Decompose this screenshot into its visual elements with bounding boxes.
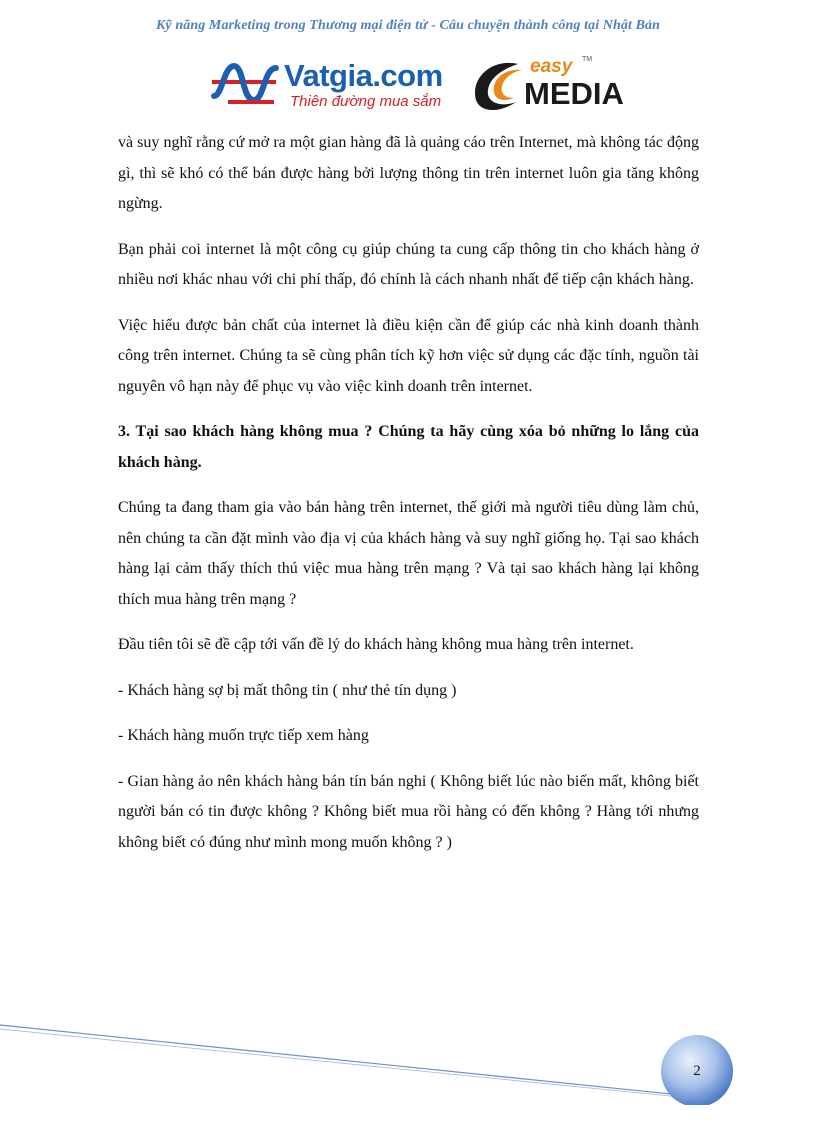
- paragraph: Bạn phải coi internet là một công cụ giúp chúng ta cung cấp thông tin cho khách hàng ở nhiều nơi khác nhau với chi phí thấp, đó chính là cách nhanh nhất để tiếp cận khách hàng.: [118, 240, 699, 288]
- vatgia-wave-icon: [206, 56, 286, 116]
- page-number: 2: [693, 1063, 701, 1079]
- paragraph: Đầu tiên tôi sẽ đề cập tới vấn đề lý do khách hàng không mua hàng trên internet.: [118, 636, 634, 653]
- paragraph: Việc hiểu được bản chất của internet là điều kiện cần để giúp các nhà kinh doanh thành công trên internet. Chúng ta sẽ cùng phân tích kỹ hơn việc sử dụng các đặc tính, nguồn tài nguyên vô hạn này để phục vụ vào việc kinh doanh trên internet.: [118, 316, 699, 395]
- section-heading: 3. Tại sao khách hàng không mua ? Chúng ta hãy cùng xóa bỏ những lo lắng của khách hàng.: [118, 423, 699, 471]
- list-item: - Khách hàng muốn trực tiếp xem hàng: [118, 727, 369, 744]
- header-title: Kỹ năng Marketing trong Thương mại điện tử - Câu chuyện thành công tại Nhật Bản: [155, 18, 661, 33]
- list-item: - Khách hàng sợ bị mất thông tin ( như thẻ tín dụng ): [118, 681, 457, 699]
- easy-media-swoosh-icon: [464, 56, 530, 116]
- paragraph: và suy nghĩ rằng cứ mở ra một gian hàng đã là quảng cáo trên Internet, mà không tác động gì, thì sẽ khó có thể bán được hàng bởi lượng thông tin trên internet luôn gia tăng không ngừng.: [118, 134, 699, 212]
- trademark-mark: TM: [582, 56, 593, 63]
- paragraph: Chúng ta đang tham gia vào bán hàng trên internet, thế giới mà người tiêu dùng làm chủ, nên chúng ta cần đặt mình vào địa vị của khách hàng và suy nghĩ giống họ. Tại sao khách hàng lại cảm thấy thích thú việc mua hàng trên mạng ? Và tại sao khách hàng lại không thích mua hàng trên mạng ?: [118, 499, 699, 608]
- easy-media-logo: [464, 56, 624, 116]
- media-wordmark: MEDIA: [524, 76, 624, 111]
- vatgia-logo: [206, 56, 456, 116]
- easy-wordmark: easy: [530, 56, 573, 77]
- vatgia-slogan: Thiên đường mua sắm: [290, 93, 442, 110]
- header-logos: [206, 56, 626, 116]
- list-item: - Gian hàng ảo nên khách hàng bán tín bán nghi ( Không biết lúc nào biến mất, không biết người bán có tin được không ? Không biết mua rồi hàng có đến không ? Hàng tới nhưng không biết có đúng như mình mong muốn không ? ): [118, 772, 699, 851]
- document-body: [118, 128, 699, 873]
- vatgia-brand-name: Vatgia.com: [284, 58, 443, 93]
